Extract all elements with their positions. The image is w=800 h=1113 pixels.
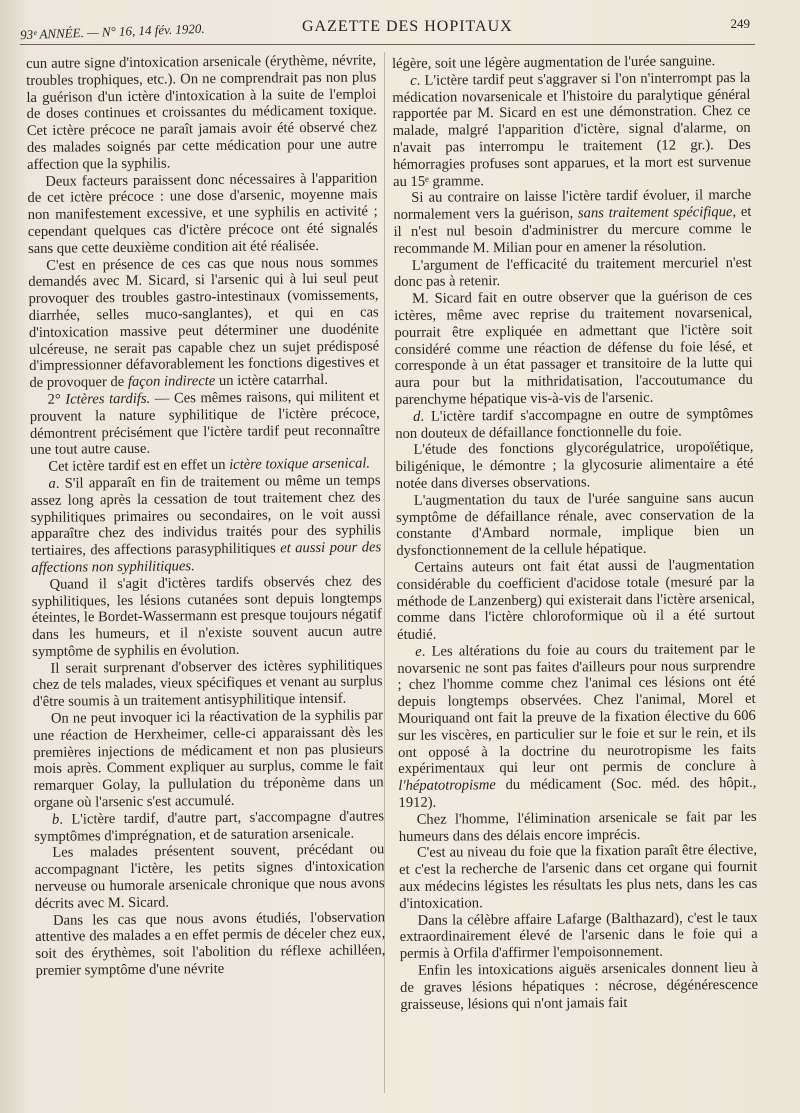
italic-text: Ictères tardifs. — [65, 390, 151, 408]
header-rule — [20, 44, 755, 45]
paragraph — [35, 909, 386, 980]
italic-text: sans traitement spécifique — [577, 204, 733, 222]
text-run: . L'ictère tardif s'accompagne en outre de symptômes non douteux de défaillance fonctionnelle du foie. — [395, 405, 754, 442]
text-run: C'est en présence de ces cas que nous nous sommes demandés avec M. Sicard, si l'arsenic qui à lui seul peut provoquer des troubles gastro-intestinaux (vomissements, diarrhée, selles muco-sanglantes), et qui en cas d'intoxication massive peut déterminer une duodénite ulcéreuse, ne serait pas capable chez un sujet prédisposé d'impressionner défavorablement les fonctions digestives et de provoquer de — [28, 253, 380, 392]
italic-text: et aussi pour des affections non syphilitiques. — [31, 539, 382, 576]
text-run: L'argument de l'efficacité du traitement mercuriel n'est donc pas à retenir. — [393, 254, 752, 291]
page-number: 249 — [730, 16, 750, 31]
text-run: légère, soit une légère augmentation de l'urée sanguine. — [392, 53, 716, 72]
text-run: Il serait surprenant d'observer des ictères syphilitiques chez de tels malades, vieux spécifiques et venant au surplus d'être soumis à un traitement antisyphilitique intensif. — [32, 656, 383, 711]
paragraph — [392, 70, 751, 191]
paragraph — [28, 254, 379, 392]
text-run: un ictère catarrhal. — [215, 371, 329, 390]
paragraph — [399, 909, 757, 963]
text-run: . S'il apparaît en fin de traitement ou même un temps assez long après la cessation de tout traitement chez des syphilitiques primaires ou secondaires, on le voit aussi apparaître chez des individus traités pour des syphilis tertiaires, des affections parasyphilitiques — [30, 472, 382, 560]
paragraph — [400, 960, 758, 1014]
italic-text: a — [48, 475, 56, 492]
paragraph — [26, 52, 377, 173]
paragraph — [395, 439, 753, 493]
journal-title: GAZETTE DES HOPITAUX — [302, 18, 513, 35]
text-run: L'augmentation du taux de l'urée sanguine sans aucun symptôme de défaillance rénale, avec conservation de la constante d'Ambard normale, implique bien un dysfonctionnement de la cellule hépatique. — [395, 489, 755, 560]
paragraph — [399, 809, 757, 846]
paragraph — [32, 657, 383, 711]
issue-info: 93ᵉ ANNÉE. — N° 16, 14 fév. 1920. — [19, 20, 205, 43]
paragraph — [396, 490, 755, 560]
right-column — [392, 53, 758, 1014]
left-column — [26, 52, 386, 979]
text-run: du médicament (Soc. méd. des hôpit., 1912). — [398, 775, 757, 812]
paragraph — [30, 388, 381, 459]
text-run: 2° — [47, 391, 66, 408]
text-run: Quand il s'agit d'ictères tardifs observés chez des syphilitiques, les lésions cutanées sont depuis longtemps éteintes, le Bordet-Wassermann est presque toujours négatif dans les humeurs, et il n'existe souvent aucun autre symptôme de syphilis en évolution. — [31, 573, 383, 660]
paragraph — [33, 707, 384, 811]
text-run: Dans la célèbre affaire Lafarge (Balthazard), c'est le taux extraordinairement élevé de l'arsenic dans le foie qui a permis à Orfila d'affirmer l'empoisonnement. — [399, 909, 758, 963]
text-run: Si au contraire on laisse l'ictère tardif évoluer, il marche normalement vers la guérison, — [393, 187, 752, 224]
paragraph — [31, 573, 382, 661]
italic-text: d — [413, 408, 421, 425]
text-run: M. Sicard fait en outre observer que la guérison de ces ictères, même avec reprise du traitement novarsenical, pourrait être expliquée en admettant que l'ictère soit considéré comme une réaction de défense du foie lésé, et corresponde à un état passager et transitoire de la lutte qui aura pour but la mithridatisation, l'accoutumance du parenchyme hépatique vis-à-vis de l'arsenic. — [394, 288, 753, 408]
paragraph — [395, 406, 753, 443]
text-run: . Les altérations du foie au cours du traitement par le novarsenic ne sont pas faites d'ailleurs pour nous surprendre ; chez l'homme comme chez l'animal ces lésions ont été depuis longtemps observées. Chez l'animal, Morel et Mouriquand ont fait la preuve de la fixation élective du 606 sur les viscères, en particulier sur le foie et sur le rein, et ils ont opposé à la doctrine du neurotropisme les faits expérimentaux qui leur ont permis de conclure à — [397, 640, 757, 778]
paragraph — [397, 641, 756, 812]
text-run: . L'ictère tardif, d'autre part, s'accompagne d'autres symptômes d'imprégnation, et de saturation arsenicale. — [34, 808, 385, 845]
text-run: . L'ictère tardif peut s'aggraver si l'on n'interrompt pas la médication novarsenicale et l'histoire du paralytique général rapportée par M. Sicard en est une démonstration. Chez ce malade, malgré l'apparition d'ictère, signal d'alarme, on n'avait pas interrompu le traitement (12 gr.). Des hémorragies profuses sont apparues, et la mort est survenue au 15ᵉ gramme. — [392, 69, 752, 190]
paragraph — [34, 808, 384, 845]
italic-text: l'hépatotropisme — [398, 777, 496, 795]
text-run: Chez l'homme, l'élimination arsenicale se fait par les humeurs dans des délais encore imprécis. — [398, 808, 757, 845]
italic-text: b — [51, 811, 60, 828]
italic-text: c — [410, 72, 417, 89]
paragraph — [394, 254, 752, 291]
text-run: Enfin les intoxications aiguës arsenicales donnent lieu à de graves lésions hépatiques : nécrose, dégénérescence graisseuse, lésions qui n'ont jamais fait — [400, 959, 759, 1013]
text-run: — Ces mêmes raisons, qui militent et prouvent la nature syphilitique de l'ictère précoce, démontrent précisément que l'ictère tardif peut reconnaître une tout autre cause. — [29, 388, 381, 459]
text-run: L'étude des fonctions glycorégulatrice, uropoïétique, biligénique, le démontre ; la glycosurie alimentaire a été notée dans diverses observations. — [395, 439, 754, 492]
text-run: Deux facteurs paraissent donc nécessaires à l'apparition de cet ictère précoce : une dose d'arsenic, moyenne mais non manifestement excessive, et une syphilis en activité ; cependant quelques cas d'ictère précoce ont été signalés sans que cette deuxième condition ait été réalisée. — [27, 169, 378, 257]
paragraph — [30, 472, 381, 576]
paragraph — [399, 842, 758, 912]
paragraph — [27, 170, 378, 258]
text-run: cun autre signe d'intoxication arsenicale (érythème, névrite, troubles trophiques, etc.). On ne comprendrait pas non plus la guérison d'un ictère d'intoxication à la suite de l'emploi de doses continues et croissantes du médicament toxique. Cet ictère précoce ne paraît jamais avoir été observé chez des malades soignés par cette médication pour une autre affection que la syphilis. — [26, 52, 378, 173]
paragraph — [34, 842, 385, 913]
text-run: Les malades présentent souvent, précédant ou accompagnant l'ictère, les petits signes d'intoxication nerveuse ou humorale arsenicale chronique que nous avons décrits avec M. Sicard. — [34, 841, 385, 912]
text-run: Certains auteurs ont fait état aussi de l'augmentation considérable du coefficient d'acidose totale (mesuré par la méthode de Lanzenberg) qui existerait dans l'ictère arsenical, comme dans l'ictère chloroformique où il a été surtout étudié. — [396, 556, 755, 644]
paragraph — [393, 187, 752, 257]
italic-text: e — [415, 643, 422, 660]
text-run: , et il n'est nul besoin d'administrer du mercure comme le recommande M. Milian pour en amener la résolution. — [393, 204, 752, 257]
paragraph — [394, 288, 753, 409]
text-run: On ne peut invoquer ici la réactivation de la syphilis par une réaction de Herxheimer, celle-ci apparaissant dès les premières injections de médicament et non pas plusieurs mois après. Comment expliquer au surplus, comme le fait remarquer Golay, la pullulation du tréponème dans un organe où l'arsenic s'est accumulé. — [33, 707, 384, 812]
italic-text: ictère toxique arsenical. — [229, 455, 371, 474]
text-run: Dans les cas que nous avons étudiés, l'observation attentive des malades a en effet permis de déceler chez eux, soit des érythèmes, soit l'abolition du réflexe achilléen, premier symptôme d'une névrite — [35, 908, 386, 979]
page-header — [20, 14, 750, 42]
text-run: Cet ictère tardif est en effet un — [48, 457, 230, 475]
paragraph — [396, 557, 755, 644]
italic-text: façon indirecte — [127, 373, 216, 391]
text-run: C'est au niveau du foie que la fixation paraît être élective, et c'est la recherche de l'arsenic dans cet organe qui fournit aux médecins légistes les résultats les plus nets, dans les cas d'intoxication. — [399, 842, 758, 912]
